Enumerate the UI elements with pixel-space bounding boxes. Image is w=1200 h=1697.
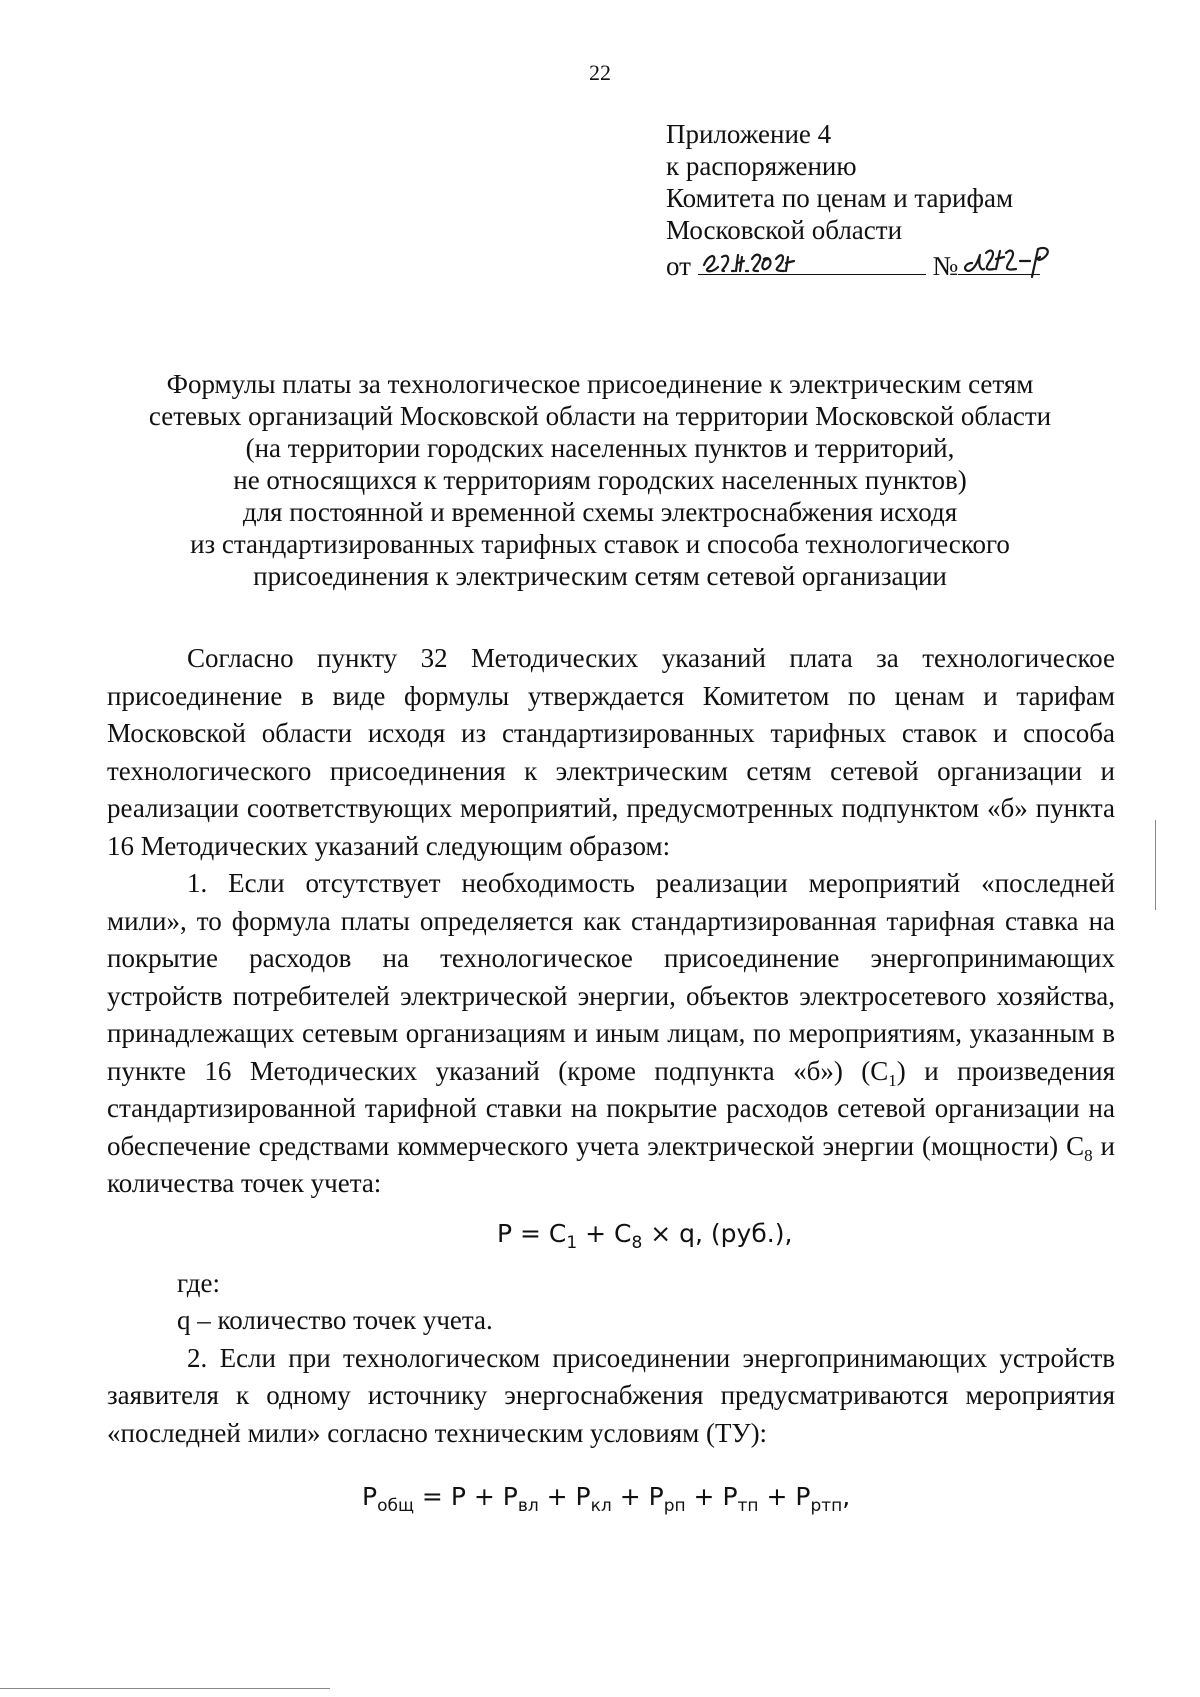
formula-1: $P = C_1 + C_8 \times q$, (руб.), <box>497 1218 793 1253</box>
handwritten-date <box>698 246 926 275</box>
scan-artifact <box>0 1688 330 1689</box>
where-label: где: <box>177 1267 220 1298</box>
appendix-date-line <box>666 246 1040 282</box>
from-label: от <box>666 251 691 281</box>
item-1-paragraph: 1. Если отсутствует необходимость реализации мероприятий «последней мили», то формула платы определяется как стандартизированная тарифная ставка на покрытие расходов на технологическое присоединение энергопринимающих устройств потребителей электрической энергии, объектов электросетевого хозяйства, принадлежащих сетевым организациям и иным лицам, по мероприятиям, указанным в пункте 16 Методических указаний (кроме подпункта «б») $(C_1)$ и произведения стандартизированной тарифной ставки на покрытие расходов сетевой организации на обеспечение средствами коммерческого учета электрической энергии (мощности) $C_8$ и количества точек учета: <box>107 868 1116 1198</box>
title-line: Формулы платы за технологическое присоединение к электрическим сетям <box>166 369 1034 399</box>
title-line: присоединения к электрическим сетям сетевой организации <box>253 561 947 591</box>
appendix-line: к распоряжению <box>666 151 857 181</box>
handwritten-number-signature <box>958 241 1068 277</box>
scan-artifact <box>1155 820 1156 910</box>
q-definition: q – количество точек учета. <box>177 1305 493 1335</box>
number-label: № <box>932 251 959 281</box>
title-line: для постоянной и временной схемы электроснабжения исходя <box>242 497 958 527</box>
title-line: (на территории городских населенных пунктов и территорий, <box>245 433 955 463</box>
title-line: не относящихся к территориям городских населенных пунктов) <box>233 465 967 495</box>
item-2-paragraph: 2. Если при технологическом присоединении энергопринимающих устройств заявителя к одному источнику энергоснабжения предусматриваются мероприятия «последней мили» согласно техническим условиям (ТУ): <box>107 1342 1115 1448</box>
formula-2: $P_{общ} = P + P_{вл} + P_{кл} + P_{рп} + P_{тп} + P_{ртп}$, <box>362 1482 851 1516</box>
appendix-block <box>666 118 1040 282</box>
handwritten-number <box>958 246 1040 275</box>
appendix-line: Приложение 4 <box>666 119 832 149</box>
document-body <box>107 640 1115 1528</box>
handwritten-date-signature <box>698 245 848 277</box>
intro-paragraph: Согласно пункту 32 Методических указаний плата за технологическое присоединение в виде формулы утверждается Комитетом по ценам и тарифам Московской области исходя из стандартизированных тарифных ставок и способа технологического присоединения к электрическим сетям сетевой организации и реализации соответствующих мероприятий, предусмотренных подпунктом «б» пункта 16 Методических указаний следующим образом: <box>107 643 1115 861</box>
appendix-line: Комитета по ценам и тарифам <box>666 183 1014 213</box>
title-line: сетевых организаций Московской области на территории Московской области <box>148 401 1052 431</box>
document-title <box>100 368 1100 592</box>
page-number: 22 <box>589 60 611 85</box>
title-line: из стандартизированных тарифных ставок и способа технологического <box>190 529 1010 559</box>
appendix-line: Московской области <box>666 215 903 245</box>
